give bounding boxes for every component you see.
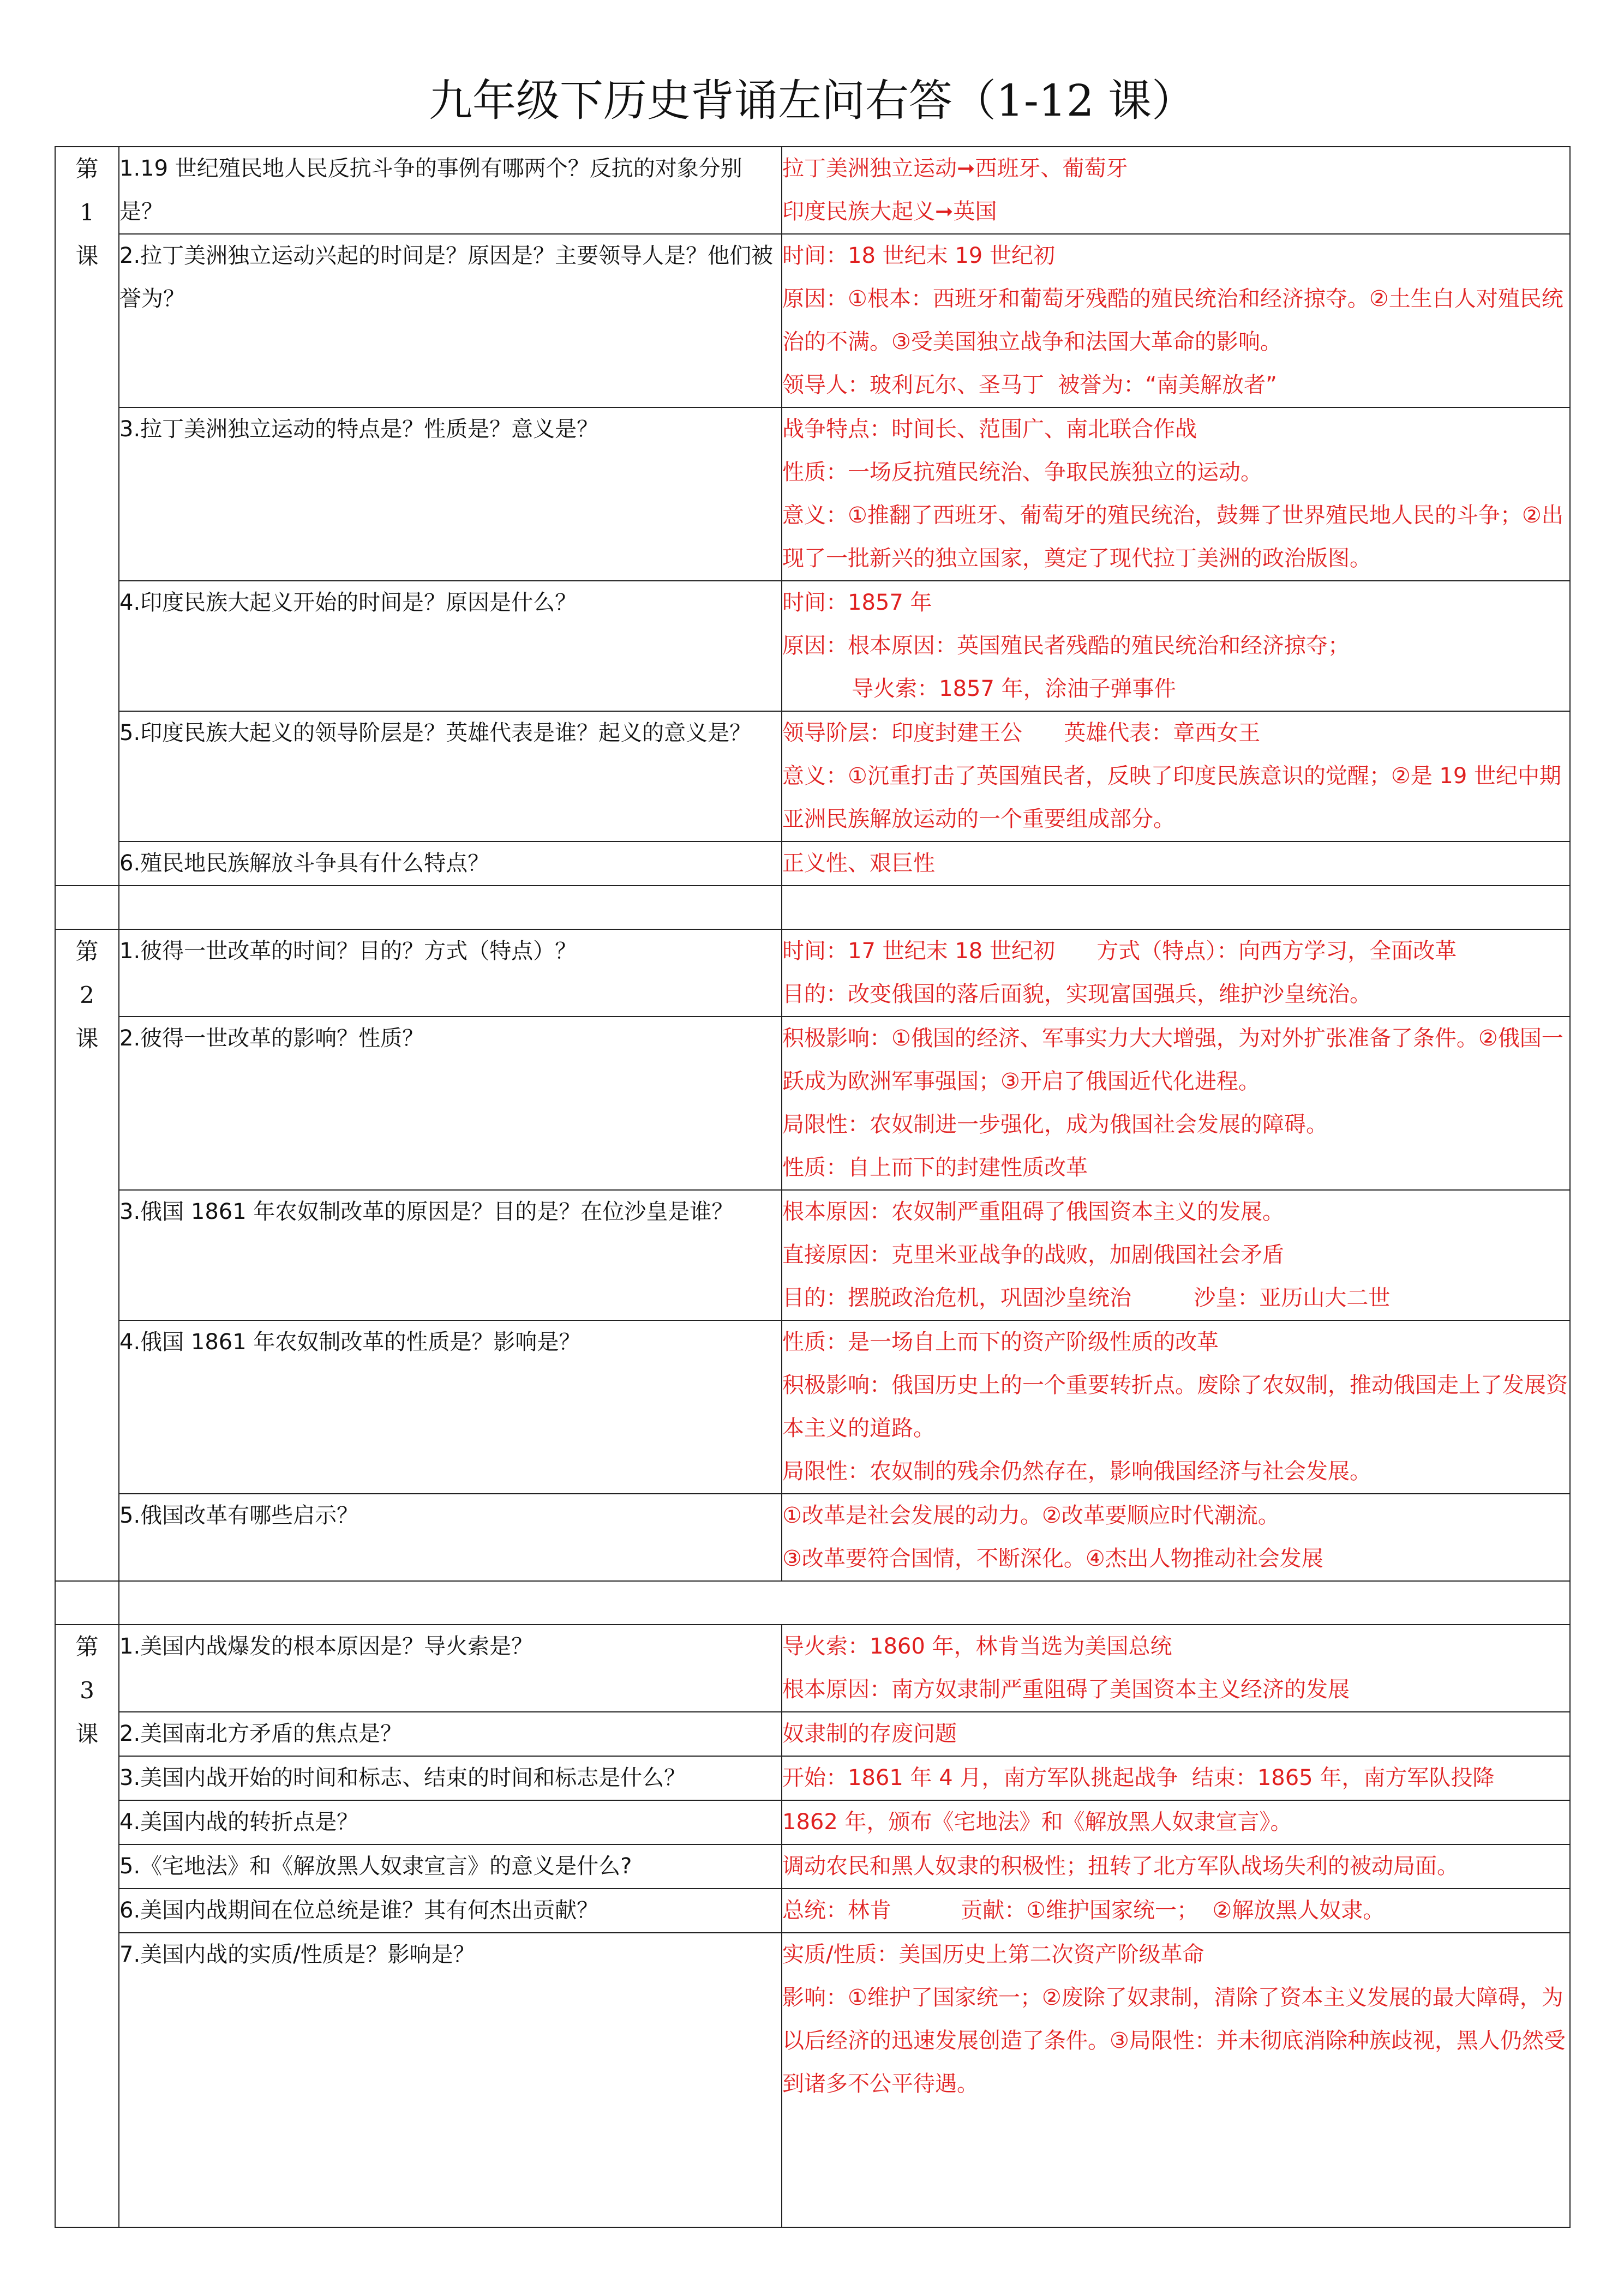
qa-row xyxy=(55,1625,1570,1712)
lesson-label-line: 课 xyxy=(75,1025,99,1052)
qa-row xyxy=(55,1017,1570,1190)
lesson-label xyxy=(55,929,119,1581)
qa-row xyxy=(55,407,1570,581)
page-title: 九年级下历史背诵左问右答（1-12 课） xyxy=(428,75,1196,126)
answer-line: 局限性：农奴制进一步强化，成为俄国社会发展的障碍。 xyxy=(782,1112,1328,1137)
qa-row xyxy=(55,1494,1570,1581)
answer-line: 总统：林肯 贡献：①维护国家统一； ②解放黑人奴隶。 xyxy=(782,1898,1385,1923)
question-cell: 3.俄国 1861 年农奴制改革的原因是？目的是？在位沙皇是谁？ xyxy=(119,1190,782,1320)
question-cell: 4.印度民族大起义开始的时间是？原因是什么？ xyxy=(119,581,782,711)
qa-row xyxy=(55,1712,1570,1756)
qa-row xyxy=(55,1190,1570,1320)
answer-cell xyxy=(782,1494,1570,1581)
qa-row xyxy=(55,1933,1570,2227)
answer-cell xyxy=(782,1800,1570,1844)
answer-line: 实质/性质：美国历史上第二次资产阶级革命 xyxy=(782,1942,1204,1967)
answer-cell xyxy=(782,1017,1570,1190)
spacer-cell xyxy=(55,886,119,929)
answer-line: 领导阶层：印度封建王公 英雄代表：章西女王 xyxy=(782,720,1261,746)
answer-line: 积极影响：俄国历史上的一个重要转折点。废除了农奴制，推动俄国走上了发展资本主义的道路。 xyxy=(782,1373,1568,1441)
answer-line: 时间：17 世纪末 18 世纪初 方式（特点）：向西方学习，全面改革 xyxy=(782,939,1457,964)
lesson-label xyxy=(55,147,119,886)
answer-line: ①改革是社会发展的动力。②改革要顺应时代潮流。 xyxy=(782,1503,1280,1528)
answer-line: 性质：一场反抗殖民统治、争取民族独立的运动。 xyxy=(782,460,1262,485)
answer-line: 目的：改变俄国的落后面貌，实现富国强兵，维护沙皇统治。 xyxy=(782,982,1371,1007)
answer-line: 开始：1861 年 4 月，南方军队挑起战争 结束：1865 年，南方军队投降 xyxy=(782,1765,1495,1790)
answer-line: 意义：①沉重打击了英国殖民者，反映了印度民族意识的觉醒；②是 19 世纪中期亚洲民族解放运动的一个重要组成部分。 xyxy=(782,764,1562,832)
question-cell: 2.彼得一世改革的影响？性质？ xyxy=(119,1017,782,1190)
question-cell: 2.拉丁美洲独立运动兴起的时间是？原因是？主要领导人是？他们被誉为？ xyxy=(119,234,782,407)
answer-line: 领导人：玻利瓦尔、圣马丁 被誉为：“南美解放者” xyxy=(782,372,1277,398)
answer-line: 根本原因：农奴制严重阻碍了俄国资本主义的发展。 xyxy=(782,1199,1284,1224)
answer-line: 1862 年，颁布《宅地法》和《解放黑人奴隶宣言》。 xyxy=(782,1810,1292,1835)
qa-row xyxy=(55,147,1570,234)
answer-line: 原因：根本原因：英国殖民者残酷的殖民统治和经济掠夺； xyxy=(782,633,1350,658)
answer-cell xyxy=(782,407,1570,581)
qa-row xyxy=(55,929,1570,1017)
answer-line: 原因：①根本：西班牙和葡萄牙残酷的殖民统治和经济掠夺。②土生白人对殖民统治的不满。③受美国独立战争和法国大革命的影响。 xyxy=(782,286,1563,354)
answer-cell xyxy=(782,1190,1570,1320)
qa-row xyxy=(55,581,1570,711)
answer-line: 性质：自上而下的封建性质改革 xyxy=(782,1155,1088,1180)
lesson-label-line: 3 xyxy=(80,1677,94,1704)
answer-line: 根本原因：南方奴隶制严重阻碍了美国资本主义经济的发展 xyxy=(782,1677,1350,1702)
qa-table xyxy=(55,146,1571,2228)
lesson-label xyxy=(55,1625,119,2227)
answer-cell xyxy=(782,1320,1570,1494)
answer-cell xyxy=(782,1625,1570,1712)
answer-cell xyxy=(782,929,1570,1017)
question-cell: 5.俄国改革有哪些启示？ xyxy=(119,1494,782,1581)
answer-cell xyxy=(782,581,1570,711)
answer-cell xyxy=(782,1933,1570,2227)
question-cell: 1.美国内战爆发的根本原因是？导火索是？ xyxy=(119,1625,782,1712)
answer-line: 影响：①维护了国家统一；②废除了奴隶制，清除了资本主义发展的最大障碍，为以后经济的迅速发展创造了条件。③局限性：并未彻底消除种族歧视，黑人仍然受到诸多不公平待遇。 xyxy=(782,1985,1566,2096)
answer-cell xyxy=(782,147,1570,234)
spacer-cell xyxy=(782,886,1570,929)
answer-line: 直接原因：克里米亚战争的战败，加剧俄国社会矛盾 xyxy=(782,1242,1284,1267)
qa-row xyxy=(55,842,1570,886)
answer-line: 时间：1857 年 xyxy=(782,590,932,615)
answer-cell xyxy=(782,1712,1570,1756)
question-cell: 1.19 世纪殖民地人民反抗斗争的事例有哪两个？反抗的对象分别是？ xyxy=(119,147,782,234)
question-cell: 5.《宅地法》和《解放黑人奴隶宣言》的意义是什么? xyxy=(119,1844,782,1889)
qa-row xyxy=(55,234,1570,407)
lesson-label-line: 课 xyxy=(75,243,99,269)
answer-line: 意义：①推翻了西班牙、葡萄牙的殖民统治，鼓舞了世界殖民地人民的斗争；②出现了一批新兴的独立国家，奠定了现代拉丁美洲的政治版图。 xyxy=(782,503,1563,571)
lesson-label-line: 第 xyxy=(75,1633,99,1660)
qa-row xyxy=(55,1800,1570,1844)
lesson-label-line: 课 xyxy=(75,1721,99,1747)
answer-line: ③改革要符合国情，不断深化。④杰出人物推动社会发展 xyxy=(782,1546,1323,1571)
question-cell: 1.彼得一世改革的时间？目的？方式（特点）？ xyxy=(119,929,782,1017)
answer-line: 目的：摆脱政治危机，巩固沙皇统治 沙皇：亚历山大二世 xyxy=(782,1285,1391,1311)
answer-cell xyxy=(782,1756,1570,1800)
answer-cell xyxy=(782,234,1570,407)
answer-cell xyxy=(782,1844,1570,1889)
spacer-row xyxy=(55,1581,1570,1625)
answer-cell xyxy=(782,842,1570,886)
qa-table-body xyxy=(55,147,1570,2227)
answer-cell xyxy=(782,1889,1570,1933)
answer-line: 导火索：1857 年，涂油子弹事件 xyxy=(782,676,1176,701)
answer-line: 积极影响：①俄国的经济、军事实力大大增强，为对外扩张准备了条件。②俄国一跃成为欧洲军事强国；③开启了俄国近代化进程。 xyxy=(782,1026,1563,1094)
question-cell: 6.美国内战期间在位总统是谁？其有何杰出贡献？ xyxy=(119,1889,782,1933)
qa-row xyxy=(55,1756,1570,1800)
answer-line: 拉丁美洲独立运动➞西班牙、葡萄牙 xyxy=(782,156,1128,181)
question-cell: 3.拉丁美洲独立运动的特点是？性质是？意义是？ xyxy=(119,407,782,581)
question-cell: 6.殖民地民族解放斗争具有什么特点？ xyxy=(119,842,782,886)
answer-line: 导火索：1860 年，林肯当选为美国总统 xyxy=(782,1634,1172,1659)
lesson-label-line: 第 xyxy=(75,938,99,965)
question-cell: 7.美国内战的实质/性质是？影响是？ xyxy=(119,1933,782,2227)
answer-line: 奴隶制的存废问题 xyxy=(782,1721,957,1746)
answer-line: 时间：18 世纪末 19 世纪初 xyxy=(782,243,1055,268)
spacer-cell xyxy=(119,886,782,929)
question-cell: 4.俄国 1861 年农奴制改革的性质是？影响是？ xyxy=(119,1320,782,1494)
question-cell: 4.美国内战的转折点是？ xyxy=(119,1800,782,1844)
answer-line: 战争特点：时间长、范围广、南北联合作战 xyxy=(782,417,1197,442)
spacer-cell xyxy=(119,1581,1570,1625)
spacer-row xyxy=(55,886,1570,929)
lesson-label-line: 2 xyxy=(80,982,94,1008)
answer-line: 局限性：农奴制的残余仍然存在，影响俄国经济与社会发展。 xyxy=(782,1459,1371,1484)
spacer-cell xyxy=(55,1581,119,1625)
question-cell: 2.美国南北方矛盾的焦点是？ xyxy=(119,1712,782,1756)
qa-row xyxy=(55,711,1570,842)
answer-line: 性质：是一场自上而下的资产阶级性质的改革 xyxy=(782,1330,1219,1355)
question-cell: 5.印度民族大起义的领导阶层是？英雄代表是谁？起义的意义是？ xyxy=(119,711,782,842)
answer-line: 印度民族大起义➞英国 xyxy=(782,199,997,224)
answer-cell xyxy=(782,711,1570,842)
answer-line: 调动农民和黑人奴隶的积极性；扭转了北方军队战场失利的被动局面。 xyxy=(782,1854,1459,1879)
lesson-label-line: 第 xyxy=(75,155,99,182)
qa-row xyxy=(55,1844,1570,1889)
answer-line: 正义性、艰巨性 xyxy=(782,851,935,876)
question-cell: 3.美国内战开始的时间和标志、结束的时间和标志是什么？ xyxy=(119,1756,782,1800)
qa-row xyxy=(55,1320,1570,1494)
qa-row xyxy=(55,1889,1570,1933)
lesson-label-line: 1 xyxy=(80,199,94,226)
